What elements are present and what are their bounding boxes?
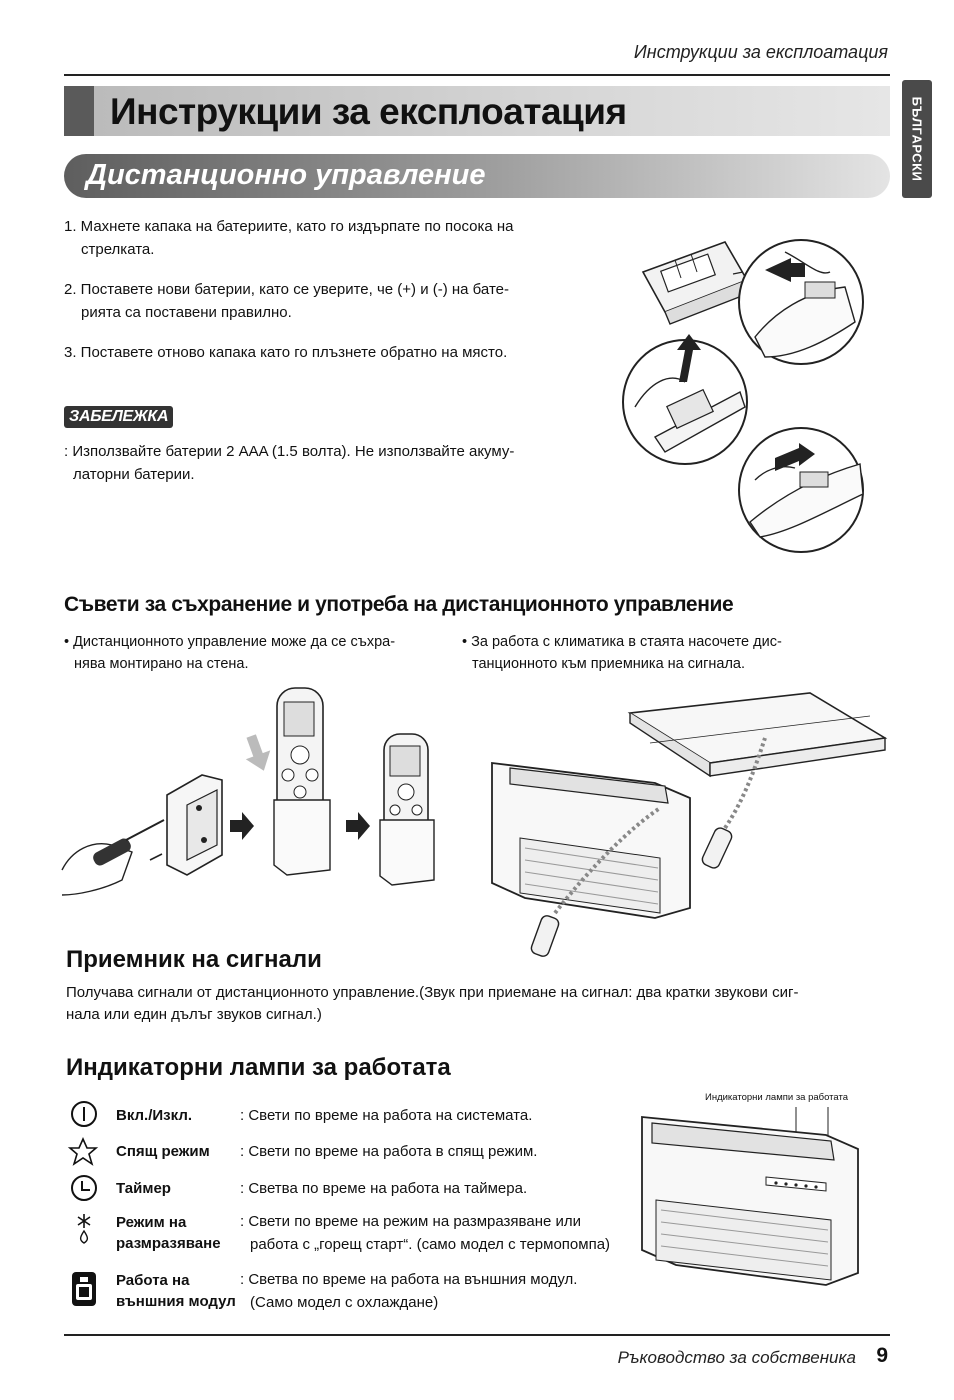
note-badge: ЗАБЕЛЕЖКА bbox=[64, 406, 173, 428]
lamp-outdoor-desc-line2: (Само модел с охлаждане) bbox=[250, 1294, 439, 1311]
tips-heading: Съвети за съхранение и употреба на дистанционното управление bbox=[64, 593, 734, 616]
lamp-power-desc: : Свети по време на работа на системата. bbox=[240, 1107, 533, 1124]
arrow-right-icon bbox=[346, 812, 370, 840]
step-3-line1: 3. Поставете отново капака като го плъзнете обратно на място. bbox=[64, 344, 508, 361]
wall-holder-icon bbox=[167, 775, 222, 875]
indoor-units-illustration bbox=[480, 688, 890, 958]
power-icon bbox=[70, 1100, 98, 1128]
tips-right-line1: • За работа с климатика в стаята насочете дис- bbox=[462, 634, 782, 650]
lamp-outdoor-desc bbox=[240, 1268, 577, 1314]
tips-right-line2: танционното към приемника на сигнала. bbox=[472, 656, 746, 672]
receiver-heading: Приемник на сигнали bbox=[66, 946, 322, 973]
language-tab-label: БЪЛГАРСКИ bbox=[909, 96, 925, 182]
tips-left-line1: • Дистанционното управление може да се съхра- bbox=[64, 634, 396, 650]
lamp-defrost-desc-line1: : Свети по време на режим на размразяване или bbox=[240, 1213, 582, 1230]
page-number: 9 bbox=[876, 1344, 888, 1367]
step1-circle bbox=[739, 240, 863, 364]
tips-right bbox=[462, 631, 782, 675]
lamp-timer-name: Таймер bbox=[116, 1180, 171, 1197]
step-3 bbox=[64, 341, 507, 364]
title-bar-accent bbox=[64, 86, 94, 136]
receiver-line2: нала или един дълъг звуков сигнал.) bbox=[66, 1006, 322, 1023]
clock-icon bbox=[70, 1174, 98, 1202]
outdoor-unit-icon bbox=[70, 1270, 98, 1308]
defrost-icon bbox=[72, 1212, 96, 1246]
section-title-bar bbox=[64, 154, 890, 198]
lamp-defrost-name bbox=[116, 1212, 221, 1254]
running-header: Инструкции за експлоатация bbox=[633, 42, 888, 62]
battery-replacement-illustration bbox=[615, 232, 875, 552]
bottom-rule bbox=[64, 1334, 890, 1336]
floor-unit-icon bbox=[492, 763, 690, 918]
lamp-defrost-desc-line2: работа с „горещ старт“. (само модел с термопомпа) bbox=[250, 1236, 611, 1253]
step-2-line2: рията са поставени правилно. bbox=[81, 304, 292, 321]
remote-icon bbox=[700, 826, 733, 870]
tips-left-line2: нява монтирано на стена. bbox=[74, 656, 249, 672]
receiver-text bbox=[66, 982, 798, 1026]
language-tab bbox=[902, 80, 932, 198]
wall-mount-illustration bbox=[62, 680, 462, 920]
lamps-diagram-label: Индикаторни лампи за работата bbox=[705, 1092, 849, 1103]
lamp-outdoor-name bbox=[116, 1270, 236, 1312]
tips-left bbox=[64, 631, 395, 675]
lamp-power-name: Вкл./Изкл. bbox=[116, 1107, 193, 1124]
arrow-right-icon bbox=[230, 812, 254, 840]
step-1-line1: 1. Махнете капака на батериите, като го издърпате по посока на bbox=[64, 218, 514, 235]
lamp-timer-desc: : Светва по време на работа на таймера. bbox=[240, 1180, 528, 1197]
floor-unit-lamps-illustration bbox=[636, 1105, 866, 1305]
lamp-outdoor-name-line1: Работа на bbox=[116, 1272, 190, 1289]
footer-text: Ръководство за собственика bbox=[617, 1348, 856, 1367]
lamps-heading: Индикаторни лампи за работата bbox=[66, 1054, 451, 1081]
remote-in-holder-icon bbox=[239, 688, 330, 875]
step2-circle bbox=[623, 334, 747, 464]
note-line2: латорни батерии. bbox=[73, 466, 195, 483]
step-1-line2: стрелката. bbox=[81, 241, 155, 258]
lamp-outdoor-desc-line1: : Светва по време на работа на външния модул. bbox=[240, 1271, 578, 1288]
screwdriver-hand-icon bbox=[62, 820, 164, 895]
lamp-defrost-name-line2: размразяване bbox=[116, 1235, 221, 1252]
note-line1: : Използвайте батерии 2 AAA (1.5 волта). Не използвайте акуму- bbox=[64, 443, 515, 460]
top-rule bbox=[64, 74, 890, 76]
step3-circle bbox=[739, 428, 863, 552]
remote-back-icon bbox=[643, 242, 752, 324]
main-title-bar bbox=[64, 86, 890, 136]
lamp-sleep-name: Спящ режим bbox=[116, 1143, 210, 1160]
step-2 bbox=[64, 278, 509, 324]
star-icon bbox=[68, 1137, 98, 1167]
step-1 bbox=[64, 215, 514, 261]
lamp-defrost-name-line1: Режим на bbox=[116, 1214, 187, 1231]
lamp-defrost-desc bbox=[240, 1210, 610, 1256]
page-title: Инструкции за експлоатация bbox=[110, 91, 627, 132]
receiver-line1: Получава сигнали от дистанционното управление.(Звук при приемане на сигнал: два кратки звукови сиг- bbox=[66, 984, 799, 1001]
note-text bbox=[64, 440, 514, 486]
lamp-sleep-desc: : Свети по време на работа в спящ режим. bbox=[240, 1143, 538, 1160]
mounted-remote-icon bbox=[380, 734, 434, 885]
step-2-line1: 2. Поставете нови батерии, като се уверите, че (+) и (-) на бате- bbox=[64, 281, 509, 298]
section-title: Дистанционно управление bbox=[86, 159, 486, 191]
remote-icon bbox=[530, 914, 561, 958]
lamp-outdoor-name-line2: външния модул bbox=[116, 1293, 236, 1310]
